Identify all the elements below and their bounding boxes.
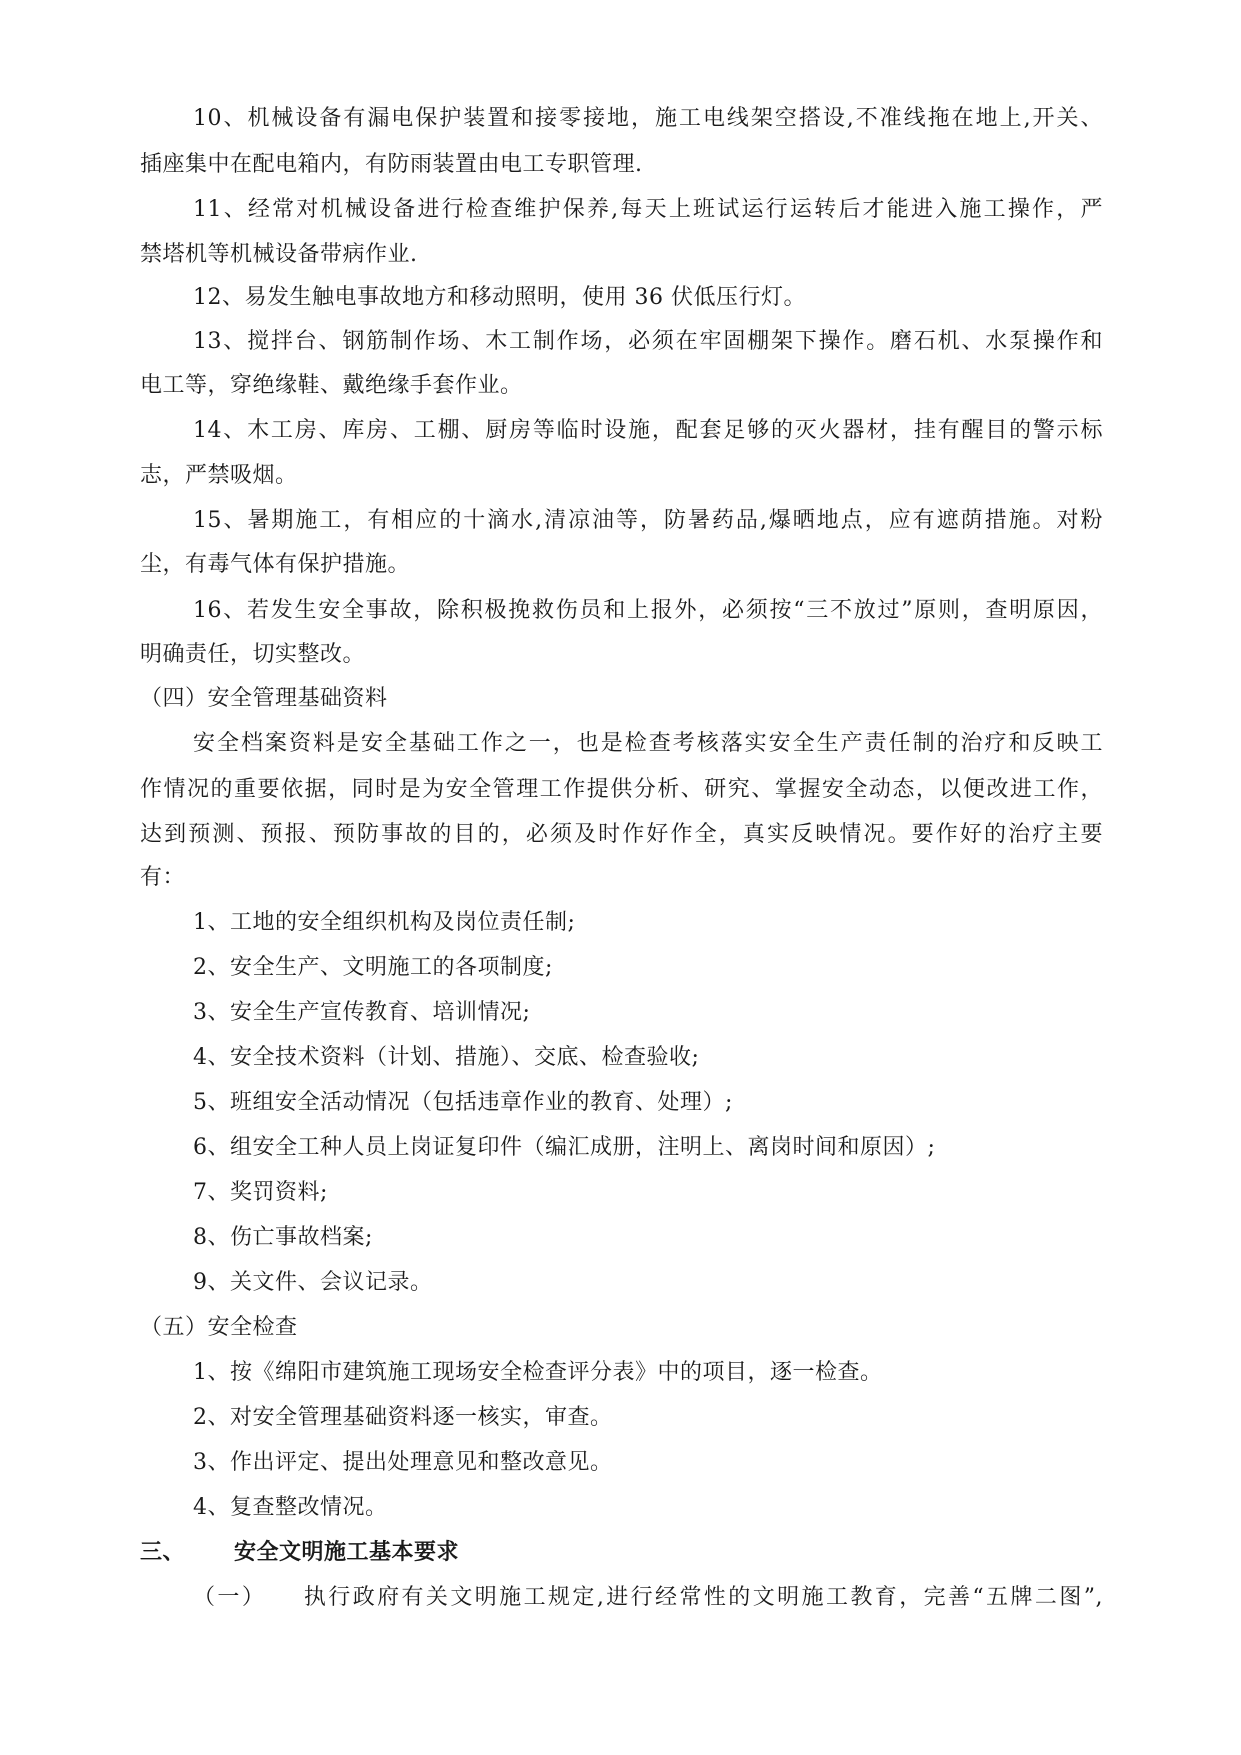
list-item: 1、按《绵阳市建筑施工现场安全检查评分表》中的项目，逐一检查。 (193, 1360, 883, 1385)
list-item: 4、复查整改情况。 (193, 1495, 388, 1520)
list-item: 2、对安全管理基础资料逐一核实，审查。 (193, 1405, 613, 1430)
paragraph-line: 12、易发生触电事故地方和移动照明，使用 36 伏低压行灯。 (193, 285, 806, 310)
paragraph-line: 尘，有毒气体有保护措施。 (140, 552, 411, 577)
paragraph-line: 禁塔机等机械设备带病作业. (140, 242, 418, 267)
paragraph-line: 插座集中在配电箱内，有防雨装置由电工专职管理. (140, 152, 643, 177)
paragraph-line: 安全档案资料是安全基础工作之一，也是检查考核落实安全生产责任制的治疗和反映工 (193, 731, 1103, 756)
list-item: 3、安全生产宣传教育、培训情况; (193, 1000, 531, 1025)
paragraph-line: 有： (140, 865, 186, 890)
list-item: 5、班组安全活动情况（包括违章作业的教育、处理）; (193, 1090, 733, 1115)
paragraph-line: 达到预测、预报、预防事故的目的，必须及时作好作全，真实反映情况。要作好的治疗主要 (140, 822, 1103, 847)
paragraph-line: 志，严禁吸烟。 (140, 463, 298, 488)
paragraph-line: 10、机械设备有漏电保护装置和接零接地，施工电线架空搭设,不准线拖在地上,开关、 (193, 106, 1103, 131)
paragraph-line: （一） 执行政府有关文明施工规定,进行经常性的文明施工教育，完善“五牌二图”, (193, 1585, 1103, 1610)
paragraph-line: 明确责任，切实整改。 (140, 642, 366, 667)
chapter-heading: 三、 安全文明施工基本要求 (140, 1540, 459, 1565)
paragraph-line: 16、若发生安全事故，除积极挽救伤员和上报外，必须按“三不放过”原则，查明原因， (193, 598, 1103, 623)
list-item: 4、安全技术资料（计划、措施）、交底、检查验收; (193, 1045, 700, 1070)
list-item: 3、作出评定、提出处理意见和整改意见。 (193, 1450, 613, 1475)
list-item: 6、组安全工种人员上岗证复印件（编汇成册，注明上、离岗时间和原因）; (193, 1135, 936, 1160)
list-item: 8、伤亡事故档案; (193, 1225, 373, 1250)
list-item: 1、工地的安全组织机构及岗位责任制; (193, 910, 576, 935)
paragraph-line: 15、暑期施工，有相应的十滴水,清凉油等，防暑药品,爆晒地点，应有遮荫措施。对粉 (193, 508, 1103, 533)
list-item: 2、安全生产、文明施工的各项制度; (193, 955, 553, 980)
paragraph-line: 作情况的重要依据，同时是为安全管理工作提供分析、研究、掌握安全动态，以便改进工作， (140, 777, 1103, 802)
paragraph-line: 11、经常对机械设备进行检查维护保养,每天上班试运行运转后才能进入施工操作，严 (193, 197, 1103, 222)
section-heading: （五）安全检查 (140, 1315, 298, 1340)
paragraph-line: 电工等，穿绝缘鞋、戴绝缘手套作业。 (140, 373, 523, 398)
list-item: 7、奖罚资料; (193, 1180, 328, 1205)
paragraph-line: 13、搅拌台、钢筋制作场、木工制作场，必须在牢固棚架下操作。磨石机、水泵操作和 (193, 329, 1103, 354)
section-heading: （四）安全管理基础资料 (140, 686, 388, 711)
list-item: 9、关文件、会议记录。 (193, 1270, 433, 1295)
paragraph-line: 14、木工房、库房、工棚、厨房等临时设施，配套足够的灭火器材，挂有醒目的警示标 (193, 418, 1103, 443)
